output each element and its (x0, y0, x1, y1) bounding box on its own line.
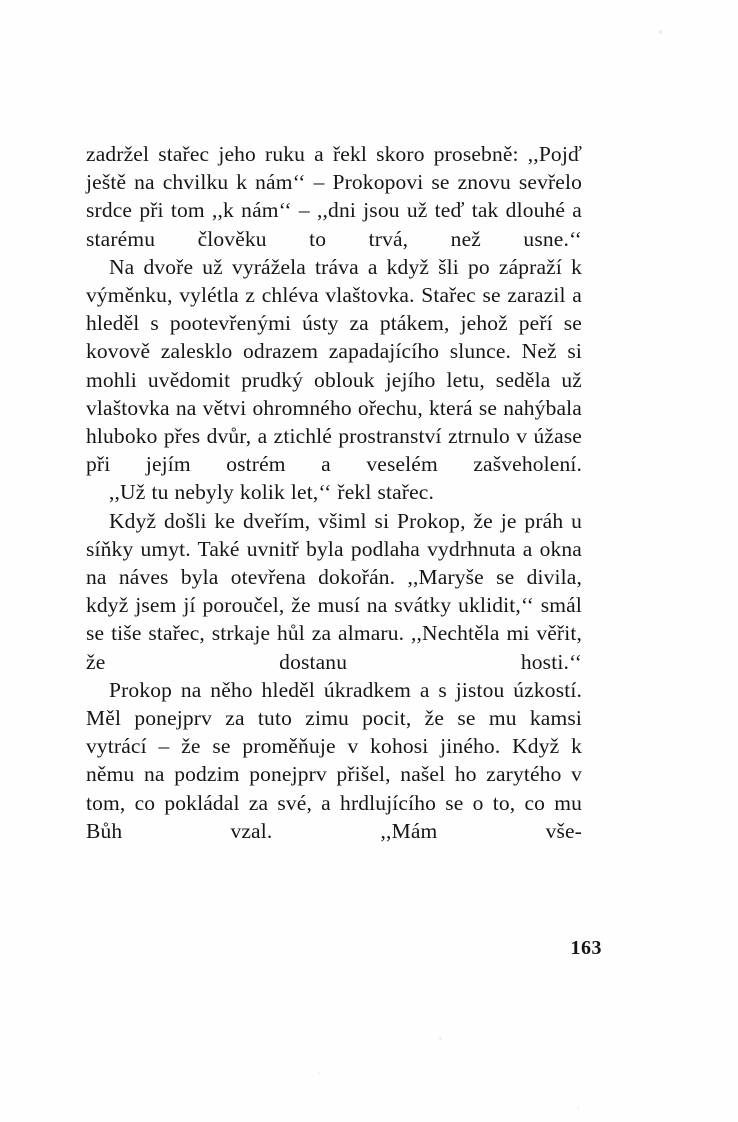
paragraph: zadržel stařec jeho ruku a řekl skoro prosebně: ,,Pojď ještě na chvilku k nám‘‘ – Prokopovi se znovu sevřelo srdce při tom ,,k nám‘‘ – ,,dni jsou už teď tak dlouhé a starému člověku to trvá, než usne.‘‘ (86, 142, 582, 251)
scan-speck-icon (577, 1106, 579, 1109)
page-text-block (86, 140, 582, 845)
paragraph: Na dvoře už vyrážela tráva a když šli po zápraží k výměnku, vylétla z chléva vlaštovka. Stařec se zarazil a hleděl s pootevřenými ústy za ptákem, jehož peří se kovově zalesklo odrazem zapadajícího slunce. Než si mohli uvědomit prudký oblouk jejího letu, seděla už vlaštovka na větvi ohromného ořechu, která se nahýbala hluboko přes dvůr, a ztichlé prostranství ztrnulo v úžase při jejím ostrém a veselém zašveholení. (86, 254, 582, 477)
page-number: 163 (570, 937, 602, 959)
paragraph: Prokop na něho hleděl úkradkem a s jistou úzkostí. Měl ponejprv za tuto zimu pocit, že se mu kamsi vytrácí – že se proměňuje v kohosi jiného. Když k němu na podzim ponejprv přišel, našel ho zarytého v tom, co pokládal za své, a hrdlujícího se o to, co mu Bůh vzal. ,,Mám vše- (86, 677, 582, 843)
paragraph: Když došli ke dveřím, všiml si Prokop, že je práh u síňky umyt. Také uvnitř byla podlaha vydrhnuta a okna na náves byla otevřena dokořán. ,,Maryše se divila, když jsem jí poroučel, že musí na svátky uklidit,‘‘ smál se tiše stařec, strkaje hůl za almaru. ,,Nechtěla mi věřit, že dostanu hosti.‘‘ (86, 508, 582, 674)
scan-speck-icon (318, 1072, 320, 1074)
paragraph: ,,Už tu nebyly kolik let,‘‘ řekl stařec. (109, 480, 435, 505)
scan-speck-icon (659, 30, 662, 34)
scan-speck-icon (439, 1037, 442, 1040)
